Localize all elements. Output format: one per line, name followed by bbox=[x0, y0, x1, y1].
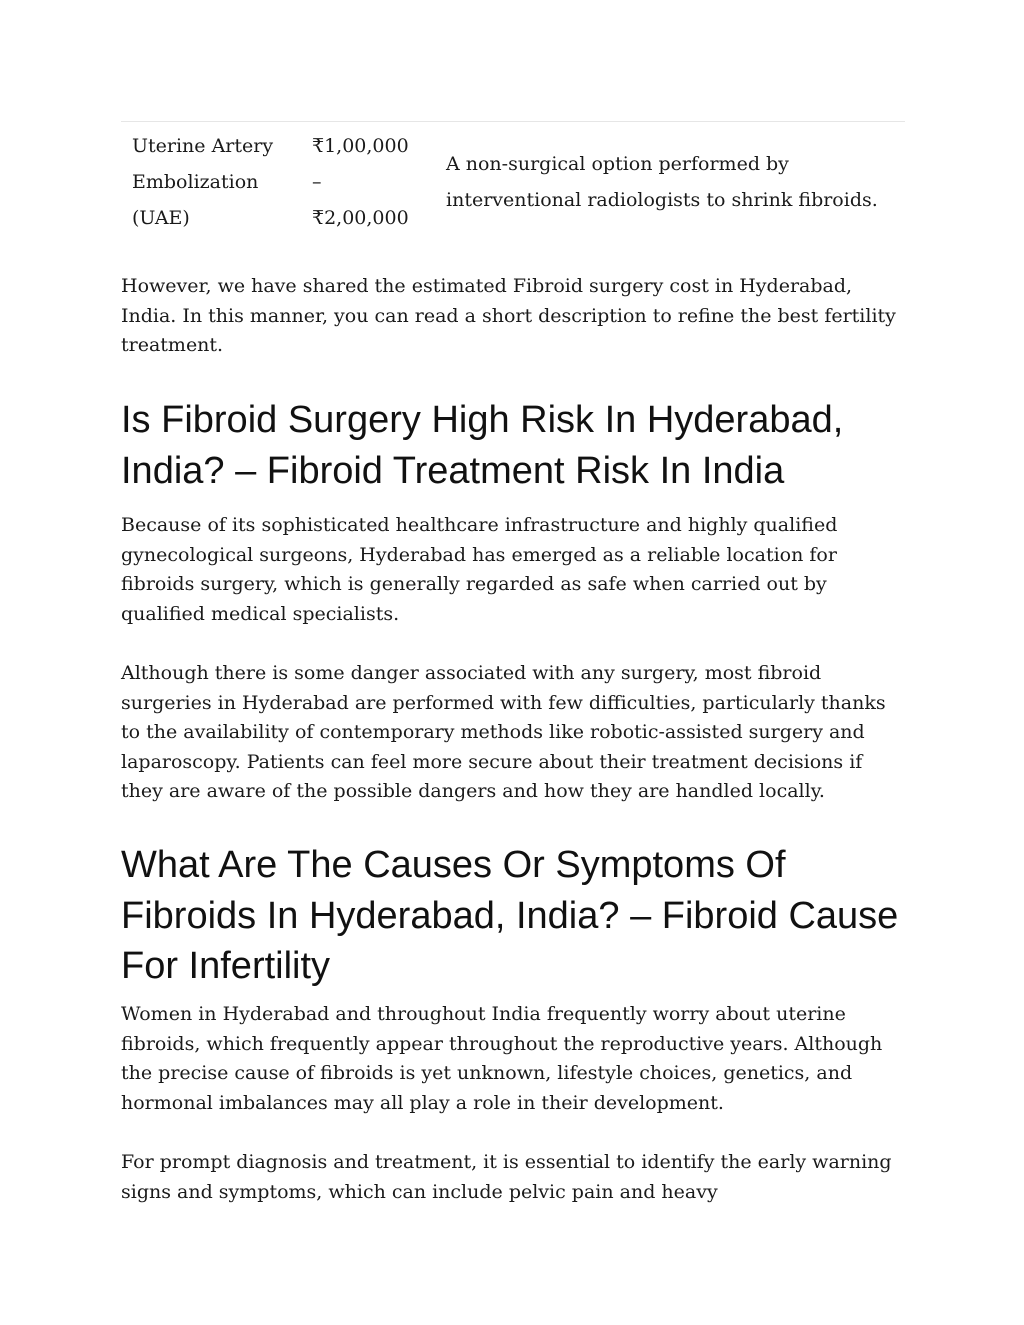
procedure-cell bbox=[132, 128, 302, 236]
cost-line: – bbox=[312, 171, 322, 193]
causes-heading: What Are The Causes Or Symptoms Of Fibroids In Hyderabad, India? – Fibroid Cause For Infertility bbox=[121, 844, 899, 987]
description-line: A non-surgical option performed by bbox=[446, 153, 789, 175]
risk-heading: Is Fibroid Surgery High Risk In Hyderabad, India? – Fibroid Treatment Risk In India bbox=[121, 399, 844, 492]
intro-paragraph: However, we have shared the estimated Fibroid surgery cost in Hyderabad, India. In this manner, you can read a short description to refine the best fertility treatment. bbox=[121, 275, 896, 357]
procedure-line: Embolization bbox=[132, 171, 259, 193]
procedure-line: Uterine Artery bbox=[132, 135, 274, 157]
cost-line: ₹2,00,000 bbox=[312, 207, 409, 229]
description-cell bbox=[446, 146, 906, 218]
table-top-divider bbox=[121, 121, 905, 122]
risk-paragraph-2: Although there is some danger associated with any surgery, most fibroid surgeries in Hyderabad are performed with few difficulties, particularly thanks to the availability of contemporary methods like robotic-assisted surgery and laparoscopy. Patients can feel more secure about their treatment decisions if they are aware of the possible dangers and how they are handled locally. bbox=[121, 662, 886, 803]
cost-line: ₹1,00,000 bbox=[312, 135, 409, 157]
description-line: interventional radiologists to shrink fibroids. bbox=[446, 189, 878, 211]
causes-paragraph-1: Women in Hyderabad and throughout India frequently worry about uterine fibroids, which frequently appear throughout the reproductive years. Although the precise cause of fibroids is yet unknown, lifestyle choices, genetics, and hormonal imbalances may all play a role in their development. bbox=[121, 1003, 883, 1114]
procedure-line: (UAE) bbox=[132, 207, 190, 229]
risk-paragraph-1: Because of its sophisticated healthcare infrastructure and highly qualified gynecological surgeons, Hyderabad has emerged as a reliable location for fibroids surgery, which is generally regarded as safe when carried out by qualified medical specialists. bbox=[121, 514, 838, 625]
cost-cell bbox=[312, 128, 432, 236]
causes-paragraph-2: For prompt diagnosis and treatment, it is essential to identify the early warning signs and symptoms, which can include pelvic pain and heavy bbox=[121, 1151, 892, 1203]
